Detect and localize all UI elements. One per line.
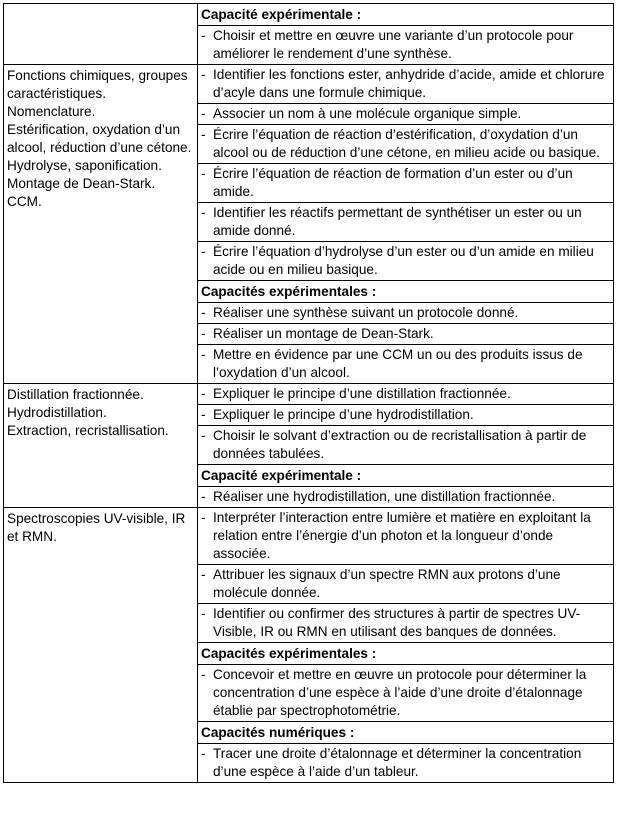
capacity-item-text: Écrire l’équation de réaction d’estérification, d’oxydation d’un alcool ou de réduction d’une cétone, en milieu acide ou basique.: [213, 127, 600, 160]
table-row: [4, 384, 614, 508]
notion-text: CCM.: [7, 194, 42, 209]
capacity-item-text: Identifier les fonctions ester, anhydride d’acide, amide et chlorure d’acyle dans une formule chimique.: [213, 67, 605, 100]
capacity-item: [198, 103, 613, 124]
capacity-item-text: Identifier les réactifs permettant de synthétiser un ester ou un amide donné.: [213, 205, 582, 238]
notion-text: Distillation fractionnée.: [7, 387, 144, 402]
bullet-dash: -: [201, 347, 206, 362]
capacity-item-text: Interpréter l’interaction entre lumière et matière en exploitant la relation entre l’énergie d’un photon et la longueur d’onde associée.: [213, 510, 591, 561]
capacity-item: [198, 202, 613, 241]
capacities-cell: [198, 508, 614, 783]
capacity-item: [198, 163, 613, 202]
curriculum-table-body: [4, 4, 614, 783]
capacity-item: [198, 508, 613, 564]
capacity-item: [198, 564, 613, 603]
capacity-item-text: Expliquer le principe d’une hydrodistillation.: [213, 407, 474, 422]
table-row: [4, 65, 614, 384]
capacity-item-text: Identifier ou confirmer des structures à partir de spectres UV-Visible, IR ou RMN en utilisant des banques de données.: [213, 606, 581, 639]
notion-text: Montage de Dean-Stark.: [7, 176, 156, 191]
capacity-item: [198, 124, 613, 163]
bullet-dash: -: [201, 67, 206, 82]
capacity-item: [198, 664, 613, 721]
table-row: [4, 4, 614, 65]
capacity-item: [198, 302, 613, 323]
capacity-item-text: Écrire l’équation d’hydrolyse d’un ester ou d’un amide en milieu acide ou en milieu basique.: [213, 244, 594, 277]
notions-cell: [4, 384, 198, 508]
capacity-item: [198, 404, 613, 425]
capacity-item: [198, 241, 613, 280]
bullet-dash: -: [201, 127, 206, 142]
curriculum-table: [3, 3, 614, 783]
bullet-dash: -: [201, 606, 206, 621]
notions-cell: [4, 4, 198, 65]
bullet-dash: -: [201, 510, 206, 525]
bullet-dash: -: [201, 166, 206, 181]
capacity-item-text: Réaliser une synthèse suivant un protocole donné.: [213, 305, 519, 320]
notion-text: Nomenclature.: [7, 104, 96, 119]
bullet-dash: -: [201, 305, 206, 320]
capacities-cell: [198, 65, 614, 384]
capacity-item: [198, 486, 613, 507]
notion-text: Extraction, recristallisation.: [7, 423, 169, 438]
capacity-item-text: Mettre en évidence par une CCM un ou des produits issus de l’oxydation d’un alcool.: [213, 347, 583, 380]
bullet-dash: -: [201, 205, 206, 220]
capacity-item-text: Tracer une droite d’étalonnage et déterminer la concentration d’une espèce à l’aide d’un tableur.: [213, 746, 582, 779]
bullet-dash: -: [201, 428, 206, 443]
notion-text: Fonctions chimiques, groupes caractéristiques.: [7, 68, 188, 101]
capacity-heading: Capacités numériques :: [198, 721, 613, 743]
capacities-cell: [198, 4, 614, 65]
bullet-dash: -: [201, 244, 206, 259]
notion-text: Estérification, oxydation d’un alcool, réduction d’une cétone.: [7, 122, 192, 155]
capacity-item: [198, 344, 613, 383]
bullet-dash: -: [201, 667, 206, 682]
capacity-heading: Capacité expérimentale :: [201, 7, 362, 22]
bullet-dash: -: [201, 28, 206, 43]
bullet-dash: -: [201, 489, 206, 504]
capacity-item-text: Associer un nom à une molécule organique simple.: [213, 106, 522, 121]
capacity-item: [198, 603, 613, 642]
capacity-item-text: Réaliser un montage de Dean-Stark.: [213, 326, 434, 341]
notion-text: Hydrodistillation.: [7, 405, 107, 420]
capacity-item: [198, 425, 613, 464]
capacity-heading: Capacité expérimentale :: [198, 464, 613, 486]
capacity-item: [198, 65, 613, 103]
capacity-item-text: Choisir le solvant d’extraction ou de recristallisation à partir de données tabulées.: [213, 428, 587, 461]
bullet-dash: -: [201, 326, 206, 341]
capacity-item-text: Expliquer le principe d’une distillation fractionnée.: [213, 386, 511, 401]
capacity-heading: Capacités expérimentales :: [198, 280, 613, 302]
capacities-cell: [198, 384, 614, 508]
capacity-item-text: Réaliser une hydrodistillation, une distillation fractionnée.: [213, 489, 556, 504]
bullet-dash: -: [201, 567, 206, 582]
capacity-item: [198, 25, 613, 64]
notions-cell: [4, 508, 198, 783]
capacity-item-text: Choisir et mettre en œuvre une variante d’un protocole pour améliorer le rendement d’une synthèse.: [213, 28, 574, 61]
capacity-item-text: Concevoir et mettre en œuvre un protocole pour déterminer la concentration d’une espèce à l’aide d’une droite d’étalonnage établie par spectrophotométrie.: [213, 667, 587, 718]
capacity-item: [198, 323, 613, 344]
bullet-dash: -: [201, 746, 206, 761]
capacity-item-text: Écrire l’équation de réaction de formation d’un ester ou d’un amide.: [213, 166, 573, 199]
bullet-dash: -: [201, 407, 206, 422]
capacity-item: [198, 743, 613, 782]
capacity-item: [198, 384, 613, 404]
bullet-dash: -: [201, 106, 206, 121]
bullet-dash: -: [201, 386, 206, 401]
table-row: [4, 508, 614, 783]
notions-cell: [4, 65, 198, 384]
notion-text: Hydrolyse, saponification.: [7, 158, 162, 173]
notion-text: Spectroscopies UV-visible, IR et RMN.: [7, 511, 186, 544]
capacity-heading: Capacités expérimentales :: [198, 642, 613, 664]
capacity-item-text: Attribuer les signaux d’un spectre RMN aux protons d’une molécule donnée.: [213, 567, 561, 600]
